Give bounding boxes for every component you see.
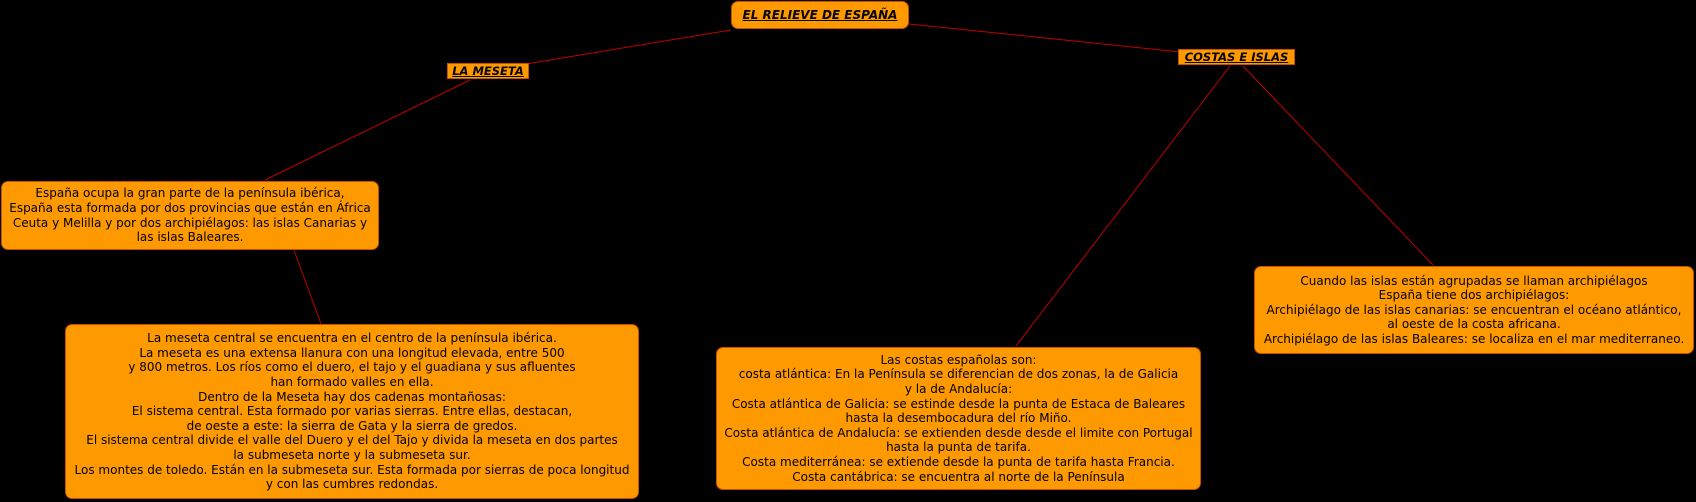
node-meseta-central[interactable] <box>65 324 639 499</box>
node-line: han formado valles en ella. <box>270 375 434 390</box>
node-line: hasta la punta de tarifa. <box>886 440 1031 455</box>
link-espana-meseta-central <box>294 250 321 324</box>
node-line: El sistema central divide el valle del Duero y el del Tajo y divida la meseta en dos partes <box>86 433 618 448</box>
branch-costas-label: COSTAS E ISLAS <box>1184 50 1289 64</box>
node-line: Costa cantábrica: se encuentra al norte de la Península <box>792 469 1125 484</box>
node-line: La meseta central se encuentra en el centro de la península ibérica. <box>147 331 557 346</box>
node-line: costa atlántica: En la Península se diferencian de dos zonas, la de Galicia <box>738 367 1179 382</box>
link-meseta-espana <box>265 80 470 180</box>
link-root-costas <box>909 24 1180 52</box>
node-line: La meseta es una extensa llanura con una longitud elevada, entre 500 <box>139 345 565 360</box>
node-line: Ceuta y Melilla y por dos archipiélagos: las islas Canarias y <box>12 215 368 230</box>
root-title: EL RELIEVE DE ESPAÑA <box>742 8 898 22</box>
node-line: al oeste de la costa africana. <box>1387 317 1561 332</box>
node-line: y 800 metros. Los ríos como el duero, el tajo y el guadiana y sus afluentes <box>128 360 576 375</box>
branch-meseta-label: LA MESETA <box>452 64 524 78</box>
link-root-meseta <box>526 30 731 64</box>
branch-meseta[interactable] <box>447 63 529 79</box>
node-islas-text <box>1264 274 1684 347</box>
node-costas[interactable] <box>716 347 1201 490</box>
node-line: las islas Baleares. <box>136 230 244 245</box>
node-islas[interactable] <box>1254 266 1694 354</box>
node-costas-text <box>724 353 1192 484</box>
node-espana[interactable] <box>1 181 379 250</box>
link-costas-islas-node <box>1243 66 1433 265</box>
node-line: España tiene dos archipiélagos: <box>1378 288 1570 303</box>
node-line: Costa atlántica de Galicia: se estinde desde la punta de Estaca de Baleares <box>731 396 1186 411</box>
root-node[interactable] <box>731 1 909 29</box>
node-line: y con las cumbres redondas. <box>265 477 439 492</box>
node-line: Cuando las islas están agrupadas se llaman archipiélagos <box>1300 273 1648 288</box>
node-line: El sistema central. Esta formado por varias sierras. Entre ellas, destacan, <box>131 404 573 419</box>
branch-costas[interactable] <box>1178 49 1295 65</box>
node-line: Las costas españolas son: <box>880 352 1037 367</box>
node-line: Los montes de toledo. Están en la submeseta sur. Esta formada por sierras de poca longitud <box>74 462 630 477</box>
node-line: España ocupa la gran parte de la península ibérica, <box>35 186 345 201</box>
node-line: Archipiélago de las islas canarias: se encuentran el océano atlántico, <box>1266 302 1682 317</box>
node-line: Costa mediterránea: se extiende desde la punta de tarifa hasta Francia. <box>742 454 1175 469</box>
node-line: de oeste a este: la sierra de Gata y la sierra de gredos. <box>186 418 518 433</box>
node-line: la submeseta norte y la submeseta sur. <box>233 447 471 462</box>
node-line: y la de Andalucía: <box>904 382 1013 397</box>
node-line: Archipiélago de las islas Baleares: se localiza en el mar mediterraneo. <box>1263 331 1685 346</box>
node-line: hasta la desembocadura del río Miño. <box>845 411 1072 426</box>
node-line: Costa atlántica de Andalucía: se extienden desde desde el limite con Portugal <box>724 425 1193 440</box>
node-espana-text <box>9 186 371 244</box>
node-meseta-central-text <box>75 331 630 492</box>
link-costas-costas-node <box>1016 66 1230 346</box>
node-line: Dentro de la Meseta hay dos cadenas montañosas: <box>198 389 506 404</box>
node-line: España esta formada por dos provincias que están en África <box>9 200 371 215</box>
